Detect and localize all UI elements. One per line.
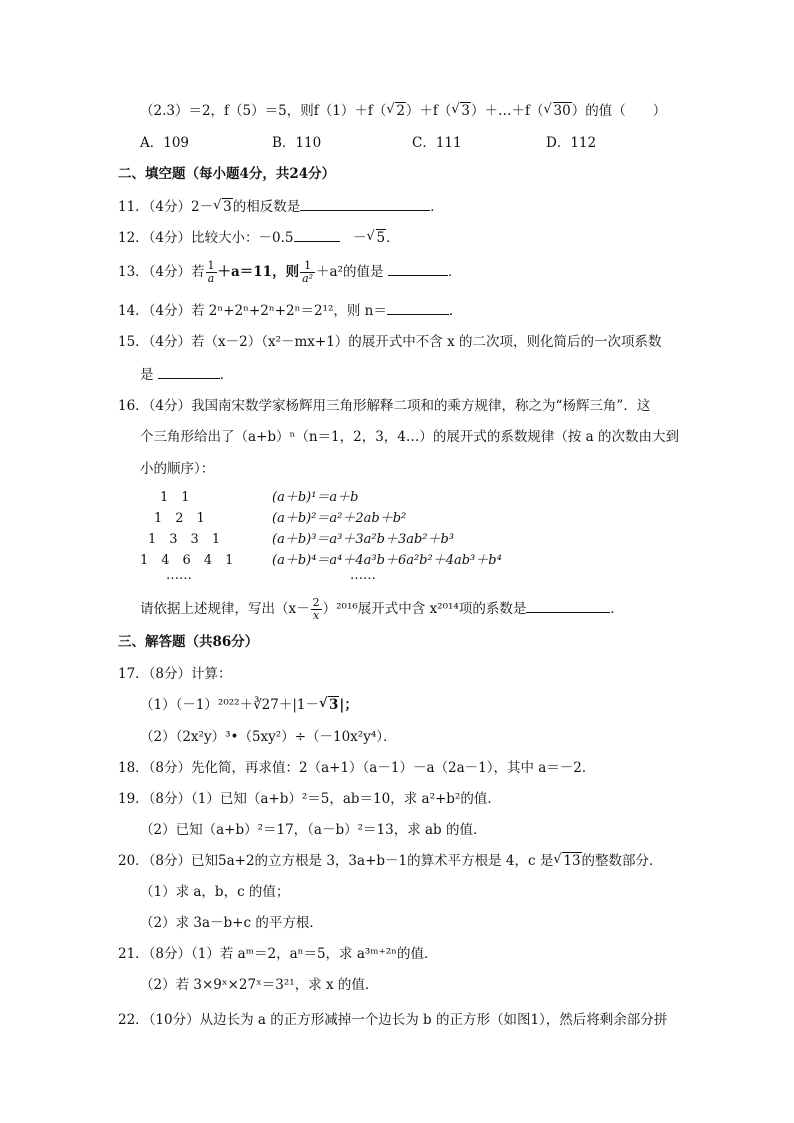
q16-line3: 小的顺序）： xyxy=(140,461,215,477)
sqrt-2: √ 2 xyxy=(386,101,406,121)
q20-part1: （1）求 a，b，c 的值； xyxy=(140,884,290,900)
triangle-row-3: 1 3 3 1 xyxy=(148,532,221,547)
section-solve-heading: 三、解答题（共86分） xyxy=(118,634,259,650)
q17-part2: （2）（2x²y）³•（5xy²）÷（－10x²y⁴）． xyxy=(140,729,397,745)
triangle-row-4: 1 4 6 4 1 xyxy=(140,553,234,568)
expansion-2: (a＋b)²＝a²＋2ab＋b² xyxy=(272,511,407,526)
q19-part2: （2）已知（a+b）²＝17，（a－b）²＝13，求 ab 的值． xyxy=(140,822,487,838)
answer-blank xyxy=(294,227,340,242)
q21-part2: （2）若 3×9ˣ×27ˣ＝3²¹，求 x 的值． xyxy=(140,977,379,993)
section-fill-blank-heading: 二、填空题（每小题4分，共24分） xyxy=(118,166,336,182)
q21-part1: 21．（8分）（1）若 aᵐ＝2，aⁿ＝5，求 a³ᵐ⁺²ⁿ的值． xyxy=(118,946,438,962)
q15-line2: 是 ． xyxy=(140,364,233,385)
q11: 11．（4分）2－√ 3的相反数是 ． xyxy=(118,196,444,217)
q19-part1: 19．（8分）（1）已知（a+b）²＝5，ab＝10，求 a²+b²的值． xyxy=(118,791,501,807)
expansion-1: (a＋b)¹＝a＋b xyxy=(272,490,359,505)
q18: 18．（8分）先化简，再求值：2（a+1）（a－1）－a（2a－1），其中 a＝－2． xyxy=(118,760,596,776)
q15-line1: 15．（4分）若（x－2）（x²－mx+1）的展开式中不含 x 的二次项，则化简后的一次项系数 xyxy=(118,334,662,350)
q22: 22．（10分）从边长为 a 的正方形减掉一个边长为 b 的正方形（如图1），然后将剩余部分拼 xyxy=(118,1012,668,1028)
q16-line2: 个三角形给出了（a+b）ⁿ（n＝1，2，3，4…）的展开式的系数规律（按 a 的次数由大到 xyxy=(140,429,680,445)
expansion-3: (a＋b)³＝a³＋3a²b＋3ab²＋b³ xyxy=(272,532,455,547)
q17-part1: （1）（－1）²⁰²²＋∛27＋|1－√ 3|； xyxy=(140,695,358,715)
q10-option-c: C．111 xyxy=(412,135,462,151)
answer-blank xyxy=(388,261,448,276)
answer-blank xyxy=(300,196,430,211)
expansion-dots: …… xyxy=(350,568,376,583)
q14: 14．（4分）若 2ⁿ+2ⁿ+2ⁿ+2ⁿ＝2¹²，则 n＝ ． xyxy=(118,300,462,321)
q10-option-a: A．109 xyxy=(140,135,190,151)
q10-stem: （2.3）＝2，f（5）＝5，则f（1）＋f（√ 2）＋f（√ 3）＋…＋f（√ 30）的值（ ） xyxy=(140,101,666,121)
q20-stem: 20．（8分）已知5a+2的立方根是 3，3a+b－1的算术平方根是 4，c 是√ 13的整数部分． xyxy=(118,851,663,871)
triangle-row-1: 1 1 xyxy=(160,490,190,505)
answer-blank xyxy=(387,300,449,315)
sqrt-30: √ 30 xyxy=(544,101,572,121)
q16-ask: 请依据上述规律，写出（x－ $\frac{2}{x}$ ）²⁰¹⁶展开式中含 x²⁰¹⁴项的系数是 ． xyxy=(140,596,624,622)
triangle-dots: …… xyxy=(166,568,192,583)
q13: 13．（4分）若 $\frac{1}{a}$ ＋a＝11，则 $\frac{1}{\text{a²}}$ ＋a²的值是 ． xyxy=(118,259,462,285)
answer-blank xyxy=(526,598,610,613)
q10-option-d: D．112 xyxy=(546,135,597,151)
answer-blank xyxy=(158,364,220,379)
expansion-4: (a＋b)⁴＝a⁴＋4a³b＋6a²b²＋4ab³＋b⁴ xyxy=(272,553,502,568)
q17-title: 17．（8分）计算： xyxy=(118,666,232,682)
sqrt-3: √ 3 xyxy=(451,101,471,121)
q10-option-b: B．110 xyxy=(272,135,322,151)
triangle-row-2: 1 2 1 xyxy=(154,511,205,526)
q20-part2: （2）求 3a－b+c 的平方根． xyxy=(140,915,323,931)
q12: 12．（4分）比较大小：－0.5 －√ 5． xyxy=(118,227,400,248)
q16-line1: 16．（4分）我国南宋数学家杨辉用三角形解释二项和的乘方规律，称之为“杨辉三角”．这 xyxy=(118,398,651,414)
